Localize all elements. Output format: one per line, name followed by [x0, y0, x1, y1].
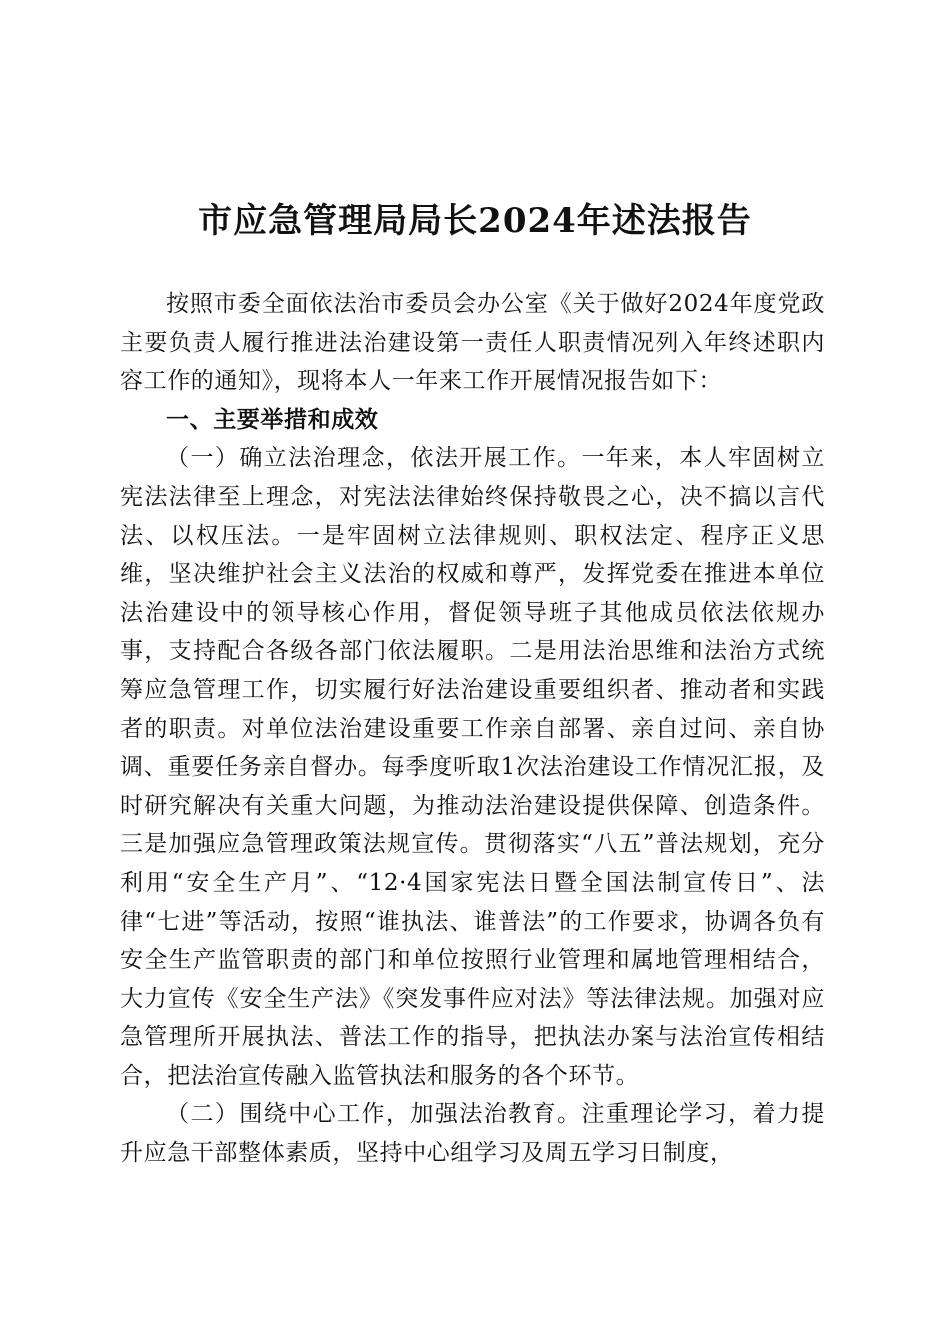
- subsection-1-paragraph: [120, 439, 825, 1095]
- document-title: 市应急管理局局长2024年述法报告: [198, 201, 752, 241]
- intro-paragraph: 按照市委全面依法治市委员会办公室《关于做好2024年度党政主要负责人履行推进法治建设第一责任人职责情况列入年终述职内容工作的通知》，现将本人一年来工作开展情况报告如下：: [120, 291, 825, 395]
- subsection-2-text: 注重理论学习，着力提升应急干部整体素质，坚持中心组学习及周五学习日制度，: [120, 1101, 825, 1167]
- subsection-2-lead: （二）围绕中心工作，加强法治教育。: [166, 1101, 582, 1128]
- subsection-2-paragraph: [120, 1095, 825, 1172]
- section-heading-1: 一、主要举措和成效: [166, 406, 379, 433]
- subsection-1-lead: （一）确立法治理念，依法开展工作。: [166, 445, 582, 472]
- subsection-1-text: 一年来，本人牢固树立宪法法律至上理念，对宪法法律始终保持敬畏之心，决不搞以言代法、以权压法。一是牢固树立法律规则、职权法定、程序正义思维，坚决维护社会主义法治的权威和尊严，发挥党委在推进本单位法治建设中的领导核心作用，督促领导班子其他成员依法依规办事，支持配合各级各部门依法履职。二是用法治思维和法治方式统筹应急管理工作，切实履行好法治建设重要组织者、推动者和实践者的职责。对单位法治建设重要工作亲自部署、亲自过问、亲自协调、重要任务亲自督办。每季度听取1次法治建设工作情况汇报，及时研究解决有关重大问题，为推动法治建设提供保障、创造条件。三是加强应急管理政策法规宣传。贯彻落实“八五”普法规划，充分利用“安全生产月”、“12·4国家宪法日暨全国法制宣传日”、法律“七进”等活动，按照“谁执法、谁普法”的工作要求，协调各负有安全生产监管职责的部门和单位按照行业管理和属地管理相结合，大力宣传《安全生产法》《突发事件应对法》等法律法规。加强对应急管理所开展执法、普法工作的指导，把执法办案与法治宣传相结合，把法治宣传融入监管执法和服务的各个环节。: [120, 445, 825, 1089]
- document-body: [120, 285, 825, 1173]
